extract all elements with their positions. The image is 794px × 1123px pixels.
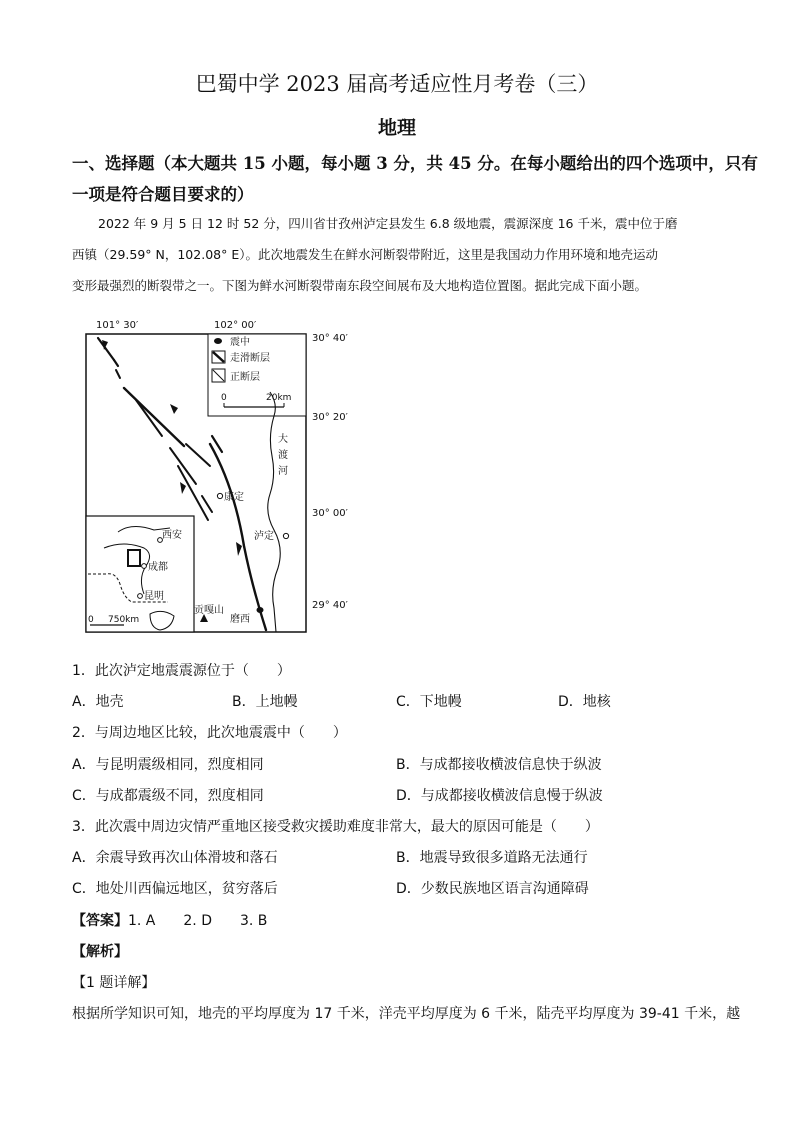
fault-segment <box>98 338 114 360</box>
q2-option-b[interactable]: B．与成都接收横波信息快于纵波 <box>396 757 602 773</box>
fault-segment <box>202 496 212 512</box>
fault-segment <box>116 370 120 378</box>
epicenter-point <box>257 607 264 613</box>
analysis-label: 【解析】 <box>72 944 128 960</box>
q3-option-c[interactable]: C．地处川西偏远地区，贫穷落后 <box>72 881 278 897</box>
section-heading-line2: 一项是符合题目要求的） <box>72 185 254 204</box>
analysis-text: 根据所学知识可知，地壳的平均厚度为 17 千米，洋壳平均厚度为 6 千米，陆壳平均厚度为 39-41 千米，越 <box>72 1006 741 1022</box>
dadu-river-path <box>268 392 281 632</box>
legend-normal-label: 正断层 <box>230 372 260 383</box>
fault-segment <box>186 444 210 466</box>
q3-option-d[interactable]: D．少数民族地区语言沟通障碍 <box>396 881 589 897</box>
fault-segment <box>170 448 196 484</box>
lat-label-4: 29° 40′ <box>312 600 348 611</box>
fault-segment <box>114 360 118 366</box>
answer-line <box>72 910 267 930</box>
river-char-3: 河 <box>278 466 288 477</box>
q1-option-a[interactable]: A．地壳 <box>72 694 124 710</box>
q1-option-c[interactable]: C．下地幔 <box>396 694 462 710</box>
river-char-2: 渡 <box>278 450 288 461</box>
fault-arrow <box>180 482 186 494</box>
lon-label-right: 102° 00′ <box>214 320 257 331</box>
inset-chengdu-point <box>142 564 147 569</box>
place-kangding: 康定 <box>224 492 244 503</box>
subject-title: 地理 <box>377 117 416 139</box>
inset-kunming-point <box>138 594 143 599</box>
kangding-point <box>217 493 222 498</box>
legend-scale-max: 20km <box>266 393 292 403</box>
inset-scale-max: 750km <box>108 615 140 625</box>
exam-title: 巴蜀中学 2023 届高考适应性月考卷（三） <box>195 72 599 96</box>
legend-epicenter-label: 震中 <box>230 337 250 348</box>
answer-values: 1. A 2. D 3. B <box>128 913 268 929</box>
q3-option-b[interactable]: B．地震导致很多道路无法通行 <box>396 850 588 866</box>
section-heading-line1: 一、选择题（本大题共 15 小题，每小题 3 分，共 45 分。在每小题给出的四个选项中，只有 <box>72 154 758 173</box>
fault-segment <box>124 388 184 446</box>
lat-label-1: 30° 40′ <box>312 333 348 344</box>
legend-epicenter-symbol <box>214 338 222 344</box>
place-luding: 泸定 <box>254 531 274 542</box>
lat-label-3: 30° 00′ <box>312 508 348 519</box>
answer-label: 【答案】 <box>72 913 128 929</box>
q1-option-b[interactable]: B．上地幔 <box>232 694 298 710</box>
intro-line3: 变形最强烈的断裂带之一。下图为鲜水河断裂带南东段空间展布及大地构造位置图。据此完成下面小题。 <box>72 278 648 293</box>
inset-xian-label: 西安 <box>162 530 182 541</box>
q3-option-a[interactable]: A．余震导致再次山体滑坡和落石 <box>72 850 278 866</box>
legend-strike-slip-label: 走滑断层 <box>230 353 270 364</box>
lat-label-2: 30° 20′ <box>312 412 348 423</box>
fault-arrow <box>236 542 242 556</box>
inset-kunming-label: 昆明 <box>144 591 164 602</box>
legend-scale-zero: 0 <box>221 393 227 403</box>
analysis-sub-1: 【1 题详解】 <box>72 975 156 991</box>
inset-chengdu-label: 成都 <box>148 562 168 573</box>
question-3-stem: 3．此次震中周边灾情严重地区接受救灾援助难度非常大，最大的原因可能是（ ） <box>72 819 599 835</box>
lon-label-left: 101° 30′ <box>96 320 139 331</box>
river-char-1: 大 <box>278 434 288 445</box>
q2-option-c[interactable]: C．与成都震级不同，烈度相同 <box>72 788 264 804</box>
inset-scale-zero: 0 <box>88 615 94 625</box>
place-gongga: 贡嘎山 <box>194 605 224 616</box>
q1-option-d[interactable]: D．地核 <box>558 694 611 710</box>
place-moxi: 磨西 <box>230 614 250 625</box>
intro-line1: 2022 年 9 月 5 日 12 时 52 分，四川省甘孜州泸定县发生 6.8 级地震，震源深度 16 千米，震中位于磨 <box>98 216 678 231</box>
question-2-stem: 2．与周边地区比较，此次地震震中（ ） <box>72 725 347 741</box>
q2-option-a[interactable]: A．与昆明震级相同，烈度相同 <box>72 757 264 773</box>
fault-segment <box>136 400 162 436</box>
fault-map-figure <box>84 316 364 638</box>
intro-line2: 西镇（29.59° N，102.08° E）。此次地震发生在鲜水河断裂带附近，这里是我国动力作用环境和地壳运动 <box>72 247 658 262</box>
question-1-stem: 1．此次泸定地震震源位于（ ） <box>72 663 291 679</box>
q2-option-d[interactable]: D．与成都接收横波信息慢于纵波 <box>396 788 603 804</box>
luding-point <box>283 533 288 538</box>
fault-arrow <box>170 404 178 414</box>
